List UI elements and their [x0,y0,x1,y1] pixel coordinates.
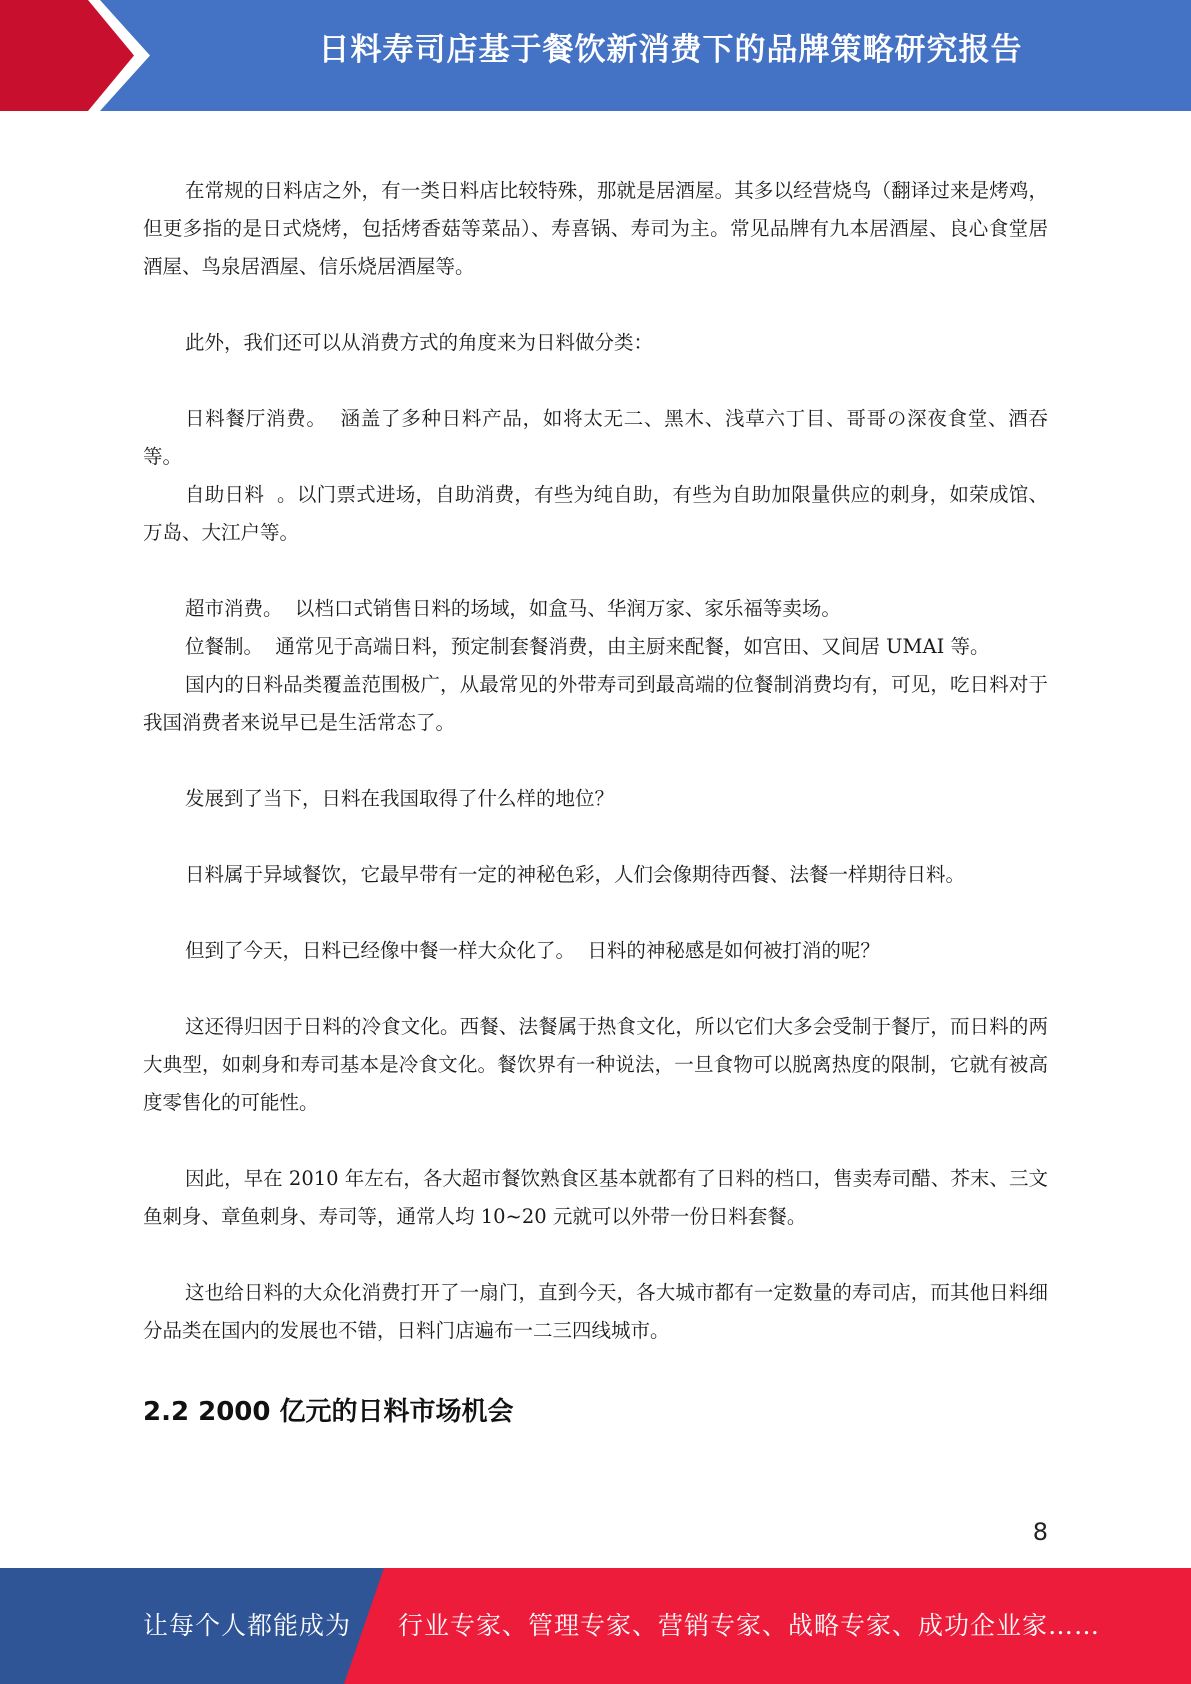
paragraph-classification-intro: 此外，我们还可以从消费方式的角度来为日料做分类： [185,331,654,354]
footer-slogan-right: 行业专家、管理专家、营销专家、战略专家、成功企业家…… [398,1611,1101,1640]
paragraph-mass-consumption: 这也给日料的大众化消费打开了一扇门，直到今天，各大城市都有一定数量的寿司店，而其他日料细分品类在国内的发展也不错，日料门店遍布一二三四线城市。 [143,1281,1048,1342]
paragraph-2010: 因此，早在 2010 年左右，各大超市餐饮熟食区基本就都有了日料的档口，售卖寿司醋、芥末、三文鱼刺身、章鱼刺身、寿司等，通常人均 10~20 元就可以外带一份日料套餐。 [143,1167,1048,1228]
paragraph-supermarket: 超市消费。 以档口式销售日料的场域，如盒马、华润万家、家乐福等卖场。 [185,597,841,620]
header-arrow-icon [0,0,160,111]
page-header [0,0,1191,111]
page-footer [0,1568,1191,1684]
paragraph-izakaya: 在常规的日料店之外，有一类日料店比较特殊，那就是居酒屋。其多以经营烧鸟（翻译过来是烤鸡，但更多指的是日式烧烤，包括烤香菇等菜品）、寿喜锅、寿司为主。常见品牌有九本居酒屋、良心食堂居酒屋、鸟泉居酒屋、信乐烧居酒屋等。 [143,179,1048,278]
paragraph-cold-food: 这还得归因于日料的冷食文化。西餐、法餐属于热食文化，所以它们大多会受制于餐厅，而日料的两大典型，如刺身和寿司基本是冷食文化。餐饮界有一种说法，一旦食物可以脱离热度的限制，它就有被高度零售化的可能性。 [143,1015,1048,1114]
paragraph-coverage: 国内的日料品类覆盖范围极广，从最常见的外带寿司到最高端的位餐制消费均有，可见，吃日料对于我国消费者来说早已是生活常态了。 [143,673,1048,734]
page-number: 8 [1032,1518,1048,1546]
paragraph-status-question: 发展到了当下，日料在我国取得了什么样的地位？ [185,787,615,810]
paragraph-buffet: 自助日料 。以门票式进场，自助消费，有些为纯自助，有些为自助加限量供应的刺身，如荣成馆、万岛、大江户等。 [143,483,1048,544]
paragraph-popularized: 但到了今天，日料已经像中餐一样大众化了。 日料的神秘感是如何被打消的呢？ [185,939,880,962]
paragraph-exotic: 日料属于异域餐饮，它最早带有一定的神秘色彩，人们会像期待西餐、法餐一样期待日料。 [185,863,966,886]
report-title: 日料寿司店基于餐饮新消费下的品牌策略研究报告 [318,32,1023,68]
paragraph-restaurant-consumption: 日料餐厅消费。 涵盖了多种日料产品，如将太无二、黑木、浅草六丁目、哥哥の深夜食堂、酒吞等。 [143,407,1048,468]
section-heading: 2.2 2000 亿元的日料市场机会 [143,1397,514,1427]
paragraph-omakase: 位餐制。 通常见于高端日料，预定制套餐消费，由主厨来配餐，如宫田、又间居 UMAI 等。 [185,635,990,658]
document-body [143,172,1048,1432]
footer-slogan-left: 让每个人都能成为 [143,1611,352,1640]
